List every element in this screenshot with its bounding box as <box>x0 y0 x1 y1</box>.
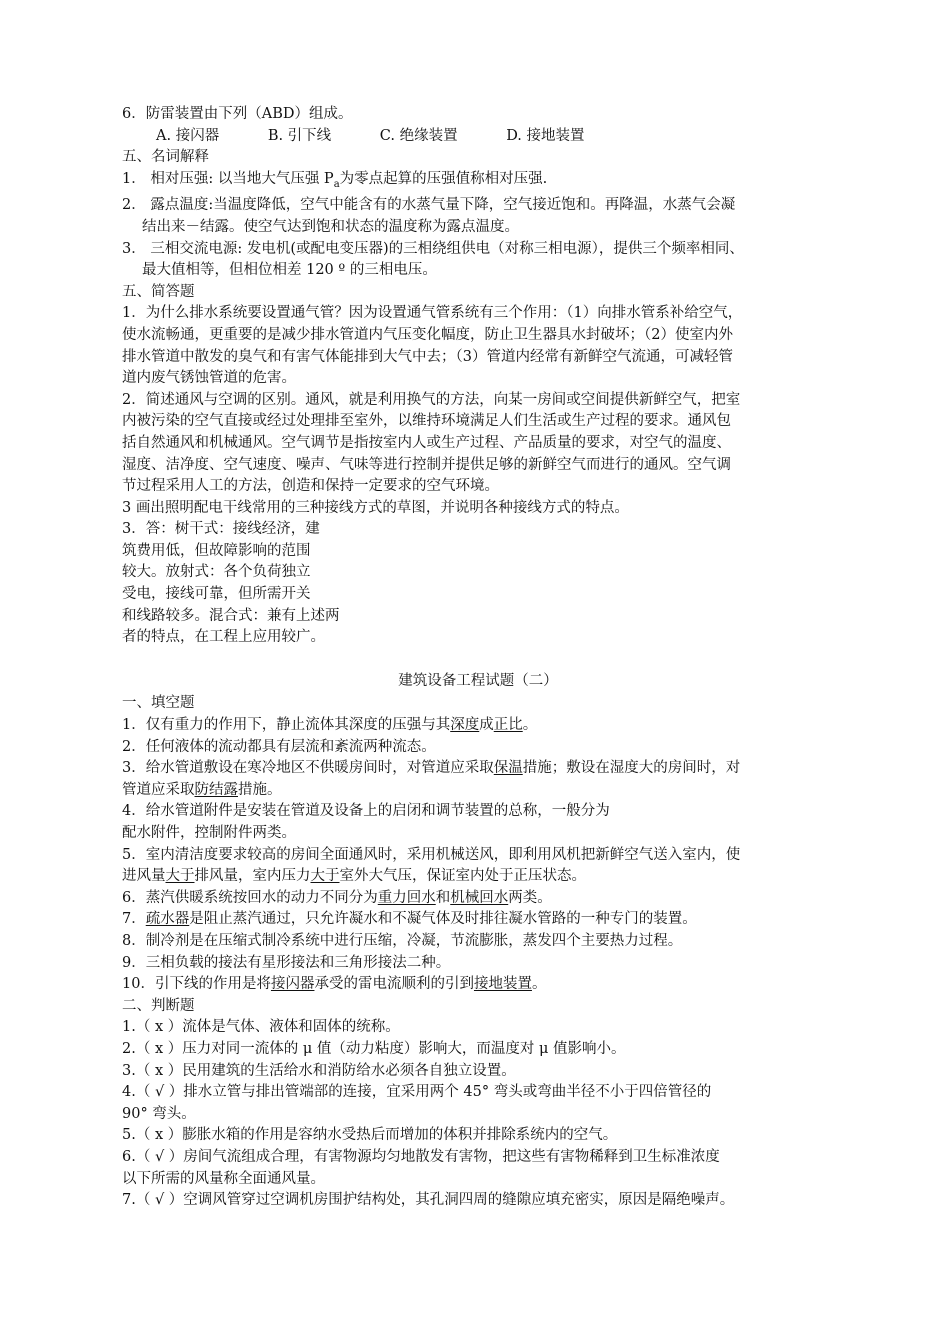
fill-6-b: 和 <box>435 889 451 906</box>
fill-1 <box>122 715 834 737</box>
fill-2: 2．任何液体的流动都具有层流和紊流两种流态。 <box>122 738 436 755</box>
judge-4-line-2: 90° 弯头。 <box>122 1105 196 1122</box>
option-a: A. 接闪器 <box>156 127 220 144</box>
term-2-line-1: 2． 露点温度:当温度降低，空气中能含有的水蒸气量下降，空气接近饱和。再降温，水蒸气会凝 <box>122 197 736 214</box>
term-1-sub: a <box>333 178 340 190</box>
fill-10 <box>122 974 834 996</box>
term-2-line-2: 结出来－结露。使空气达到饱和状态的温度称为露点温度。 <box>142 218 519 235</box>
fill-6-answer-2: 机械回水 <box>450 889 509 906</box>
term-3-line-2: 最大值相等，但相位相差 120 º 的三相电压。 <box>142 262 437 279</box>
fill-6-answer-1: 重力回水 <box>377 889 436 906</box>
short-1-line-4: 道内废气锈蚀管道的危害。 <box>122 370 296 387</box>
fill-7-answer-1: 疏水器 <box>145 911 190 928</box>
judge-5: 5.（ x ）膨胀水箱的作用是容纳水受热后而增加的体积并排除系统内的空气。 <box>122 1127 618 1144</box>
short-2-line-4: 湿度、洁净度、空气速度、噪声、气味等进行控制并提供足够的新鲜空气而进行的通风。空气调 <box>122 456 731 473</box>
short-2-line-5: 节过程采用人工的方法，创造和保持一定要求的空气环境。 <box>122 478 499 495</box>
short-3-answer-line-5: 和线路较多。混合式：兼有上述两 <box>122 607 340 624</box>
short-1-line-2: 使水流畅通，更重要的是减少排水管道内气压变化幅度，防止卫生器具水封破坏；（2）使室内外 <box>122 326 733 343</box>
judge-7: 7.（ √ ）空调风管穿过空调机房围护结构处，其孔洞四周的缝隙应填充密实，原因是隔绝噪声。 <box>122 1192 735 1209</box>
fill-7-b: 是阻止蒸汽通过，只允许凝水和不凝气体及时排往凝水管路的一种专门的装置。 <box>189 911 697 928</box>
judge-6-line-1: 6.（ √ ）房间气流组成合理，有害物源均匀地散发有害物，把这些有害物稀释到卫生标准浓度 <box>122 1148 720 1165</box>
judge-6-line-2: 以下所需的风量称全面通风量。 <box>122 1170 325 1187</box>
short-3-answer-line-4: 受电，接线可靠，但所需开关 <box>122 586 311 603</box>
fill-3-a: 3．给水管道敷设在寒冷地区不供暖房间时，对管道应采取 <box>122 760 494 777</box>
fill-5-answer-2: 大于 <box>310 868 340 885</box>
fill-9: 9．三相负载的接法有星形接法和三角形接法二种。 <box>122 954 451 971</box>
heading-terms: 五、名词解释 <box>122 149 209 166</box>
short-1-line-1: 1．为什么排水系统要设置通气管？因为设置通气管系统有三个作用：（1）向排水管系补给空气， <box>122 305 743 322</box>
judge-4-line-1: 4.（ √ ）排水立管与排出管端部的连接，宜采用两个 45° 弯头或弯曲半径不小于四倍管径的 <box>122 1084 712 1101</box>
fill-5-c: 排风量，室内压力 <box>194 868 311 885</box>
fill-6 <box>122 888 834 910</box>
fill-4-line-2: 配水附件，控制附件两类。 <box>122 825 296 841</box>
document-page <box>122 104 834 1212</box>
short-2-line-1: 2．简述通风与空调的区别。通风，就是利用换气的方法，向某一房间或空间提供新鲜空气，把室 <box>122 391 741 408</box>
fill-3-line-1 <box>122 758 834 780</box>
short-3-question: 3 画出照明配电干线常用的三种接线方式的草图，并说明各种接线方式的特点。 <box>122 499 629 516</box>
exam-title: 建筑设备工程试题（二） <box>398 672 558 689</box>
term-1 <box>122 169 834 196</box>
short-3-answer-line-6: 者的特点，在工程上应用较广。 <box>122 629 325 646</box>
short-3-answer-line-3: 较大。放射式：各个负荷独立 <box>122 564 311 581</box>
fill-7-a: 7． <box>122 911 146 928</box>
fill-3-answer-1: 保温 <box>493 760 523 777</box>
fill-5-d: 室外大气压，保证室内处于正压状态。 <box>339 868 586 885</box>
fill-6-c: 两类。 <box>508 889 552 906</box>
fill-3-d: 措施。 <box>238 781 282 798</box>
fill-3-b: 措施；敷设在湿度大的房间时，对 <box>522 760 741 777</box>
option-c: C. 绝缘装置 <box>379 127 458 144</box>
short-3-answer-line-1: 3．答：树干式：接线经济，建 <box>122 521 320 538</box>
fill-3-answer-2: 防结露 <box>194 781 238 798</box>
fill-5-line-2 <box>122 866 834 888</box>
heading-short-answer: 五、简答题 <box>122 283 195 300</box>
question-6: 6．防雷装置由下列（ABD）组成。 <box>122 106 353 122</box>
option-b: B. 引下线 <box>267 127 332 144</box>
fill-8: 8．制冷剂是在压缩式制冷系统中进行压缩，冷凝，节流膨胀，蒸发四个主要热力过程。 <box>122 932 683 949</box>
term-3-line-1: 3． 三相交流电源: 发电机(或配电变压器)的三相绕组供电（对称三相电源），提供三个频率相同、 <box>122 240 744 257</box>
heading-fill-blank: 一、填空题 <box>122 695 195 712</box>
term-1-post: 为零点起算的压强值称相对压强. <box>339 170 548 187</box>
judge-3: 3.（ x ）民用建筑的生活给水和消防给水必须各自独立设置。 <box>122 1062 516 1079</box>
fill-1-answer-1: 深度 <box>450 717 480 734</box>
fill-1-a: 1．仅有重力的作用下，静止流体其深度的压强与其 <box>122 717 451 734</box>
fill-3-line-2 <box>122 780 834 802</box>
fill-10-b: 承受的雷电流顺利的引到 <box>314 976 474 993</box>
fill-3-c: 管道应采取 <box>122 781 195 798</box>
judge-1: 1.（ x ）流体是气体、液体和固体的统称。 <box>122 1019 400 1036</box>
fill-1-b: 成 <box>479 717 494 734</box>
fill-1-answer-2: 正比 <box>493 717 523 734</box>
fill-6-a: 6．蒸汽供暖系统按回水的动力不同分为 <box>122 889 378 906</box>
judge-2: 2.（ x ）压力对同一流体的 μ 值（动力粘度）影响大，而温度对 μ 值影响小。 <box>122 1040 626 1057</box>
short-2-line-2: 内被污染的空气直接或经过处理排至室外，以维持环境满足人们生活或生产过程的要求。通风包 <box>122 413 731 430</box>
fill-10-answer-1: 接闪器 <box>270 976 315 993</box>
fill-7 <box>122 909 834 931</box>
fill-5-answer-1: 大于 <box>165 868 195 885</box>
fill-4-line-1: 4．给水管道附件是安装在管道及设备上的启闭和调节装置的总称，一般分为 <box>122 803 610 820</box>
short-2-line-3: 括自然通风和机械通风。空气调节是指按室内人或生产过程、产品质量的要求，对空气的温度、 <box>122 434 731 451</box>
fill-10-answer-2: 接地装置 <box>473 976 532 993</box>
heading-judge: 二、判断题 <box>122 997 195 1014</box>
fill-10-a: 10．引下线的作用是将 <box>122 976 271 993</box>
question-6-options <box>122 126 834 148</box>
fill-5-line-1: 5．室内清洁度要求较高的房间全面通风时，采用机械送风，即利用风机把新鲜空气送入室内，使 <box>122 846 741 863</box>
term-1-pre: 1． 相对压强: 以当地大气压强 P <box>122 170 334 187</box>
option-d: D. 接地装置 <box>506 127 585 144</box>
short-1-line-3: 排水管道中散发的臭气和有害气体能排到大气中去；（3）管道内经常有新鲜空气流通，可减轻管 <box>122 348 733 365</box>
fill-1-c: 。 <box>522 717 538 734</box>
short-3-answer-line-2: 筑费用低，但故障影响的范围 <box>122 542 311 559</box>
fill-10-c: 。 <box>531 976 547 993</box>
fill-5-b: 进风量 <box>122 868 166 885</box>
